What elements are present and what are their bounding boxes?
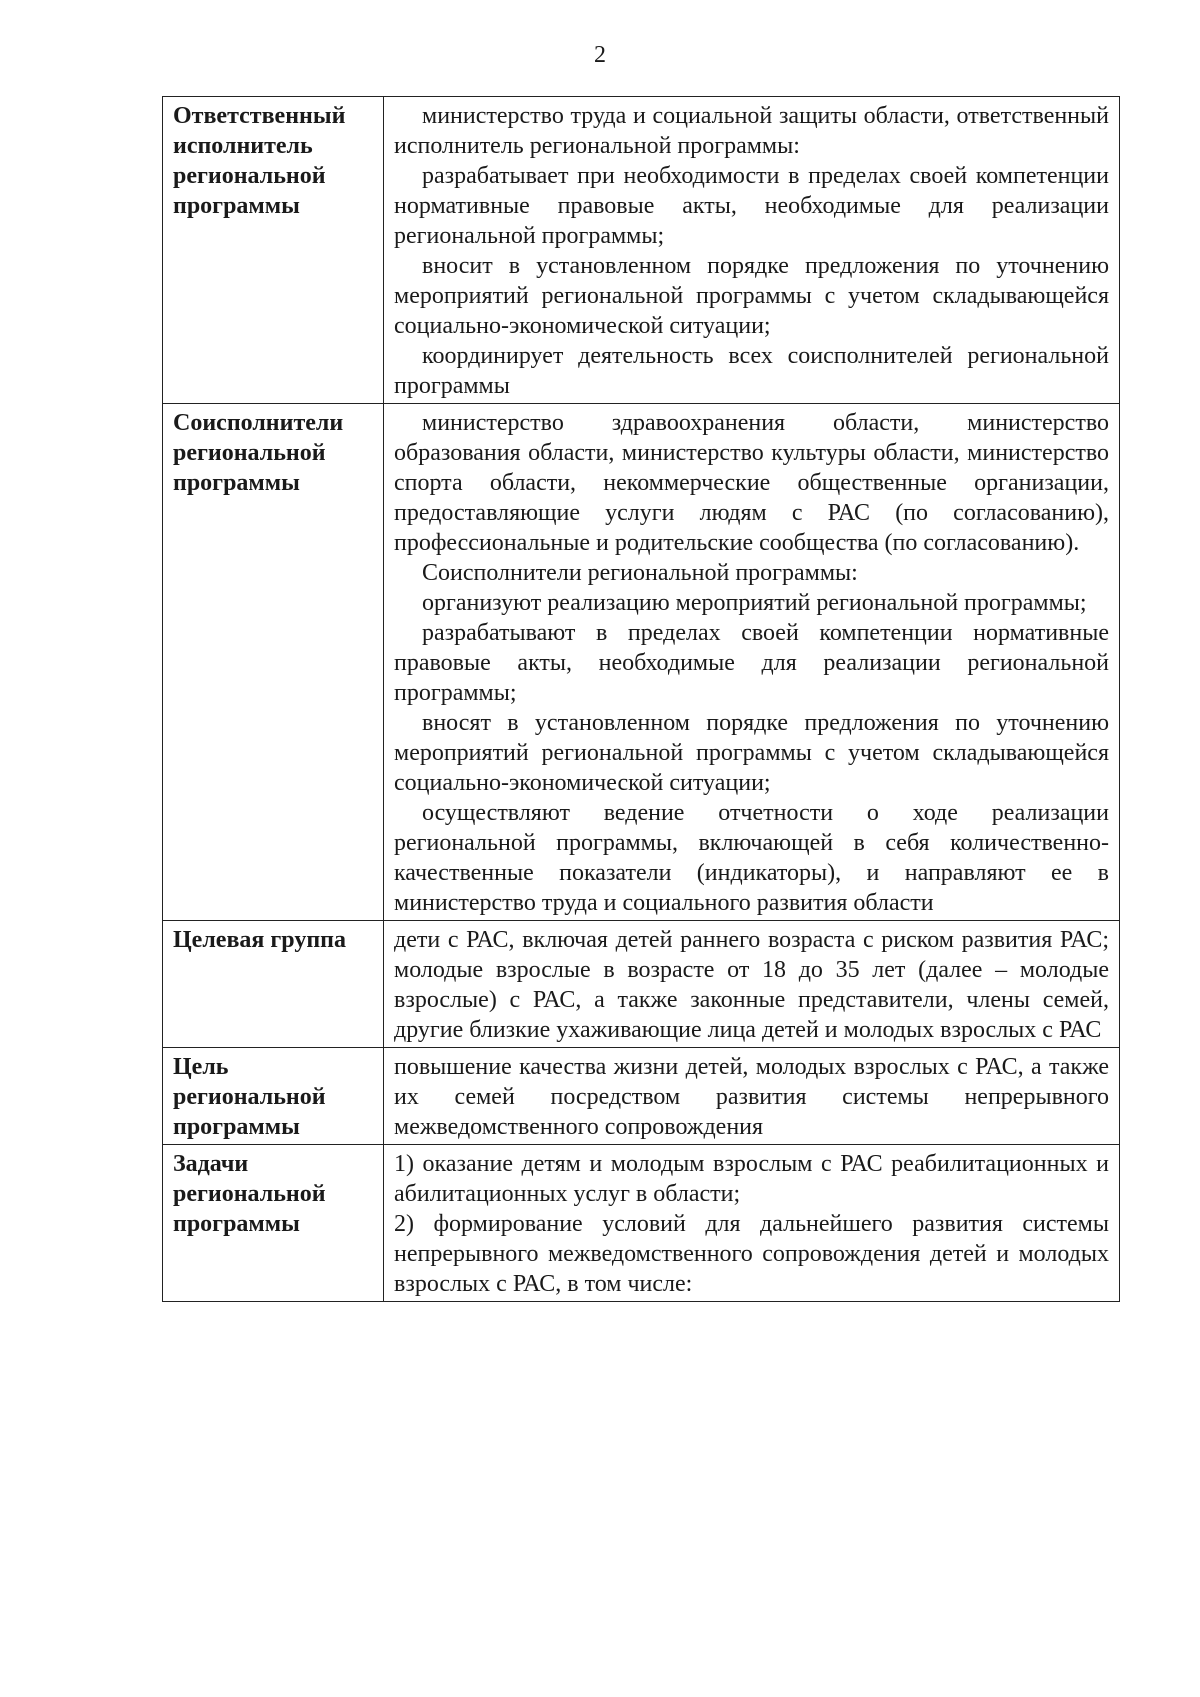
paragraph: повышение качества жизни детей, молодых взрослых с РАС, а также их семей посредством развития системы непрерывного межведомственного сопровождения <box>394 1054 1109 1140</box>
paragraph: 1) оказание детям и молодым взрослым с РАС реабилитационных и абилитационных услуг в области; <box>394 1151 1109 1207</box>
table-row-program-tasks <box>163 1145 1120 1302</box>
paragraph: координирует деятельность всех соисполнителей региональной программы <box>394 343 1109 399</box>
row-label: Ответственный исполнитель региональной программы <box>163 97 384 404</box>
paragraph: организуют реализацию мероприятий региональной программы; <box>422 590 1087 616</box>
paragraph: разрабатывают в пределах своей компетенции нормативные правовые акты, необходимые для реализации региональной программы; <box>394 620 1109 706</box>
row-label: Цель региональной программы <box>163 1048 384 1145</box>
row-content <box>384 921 1120 1048</box>
page-number: 2 <box>594 42 606 68</box>
row-label: Целевая группа <box>163 921 384 1048</box>
paragraph: разрабатывает при необходимости в пределах своей компетенции нормативные правовые акты, необходимые для реализации региональной программы; <box>394 163 1109 249</box>
table-row-co-executors <box>163 404 1120 921</box>
table-row-target-group <box>163 921 1120 1048</box>
program-passport-table <box>162 96 1120 1302</box>
table-row-program-goal <box>163 1048 1120 1145</box>
row-content <box>384 1145 1120 1302</box>
paragraph: министерство здравоохранения области, министерство образования области, министерство культуры области, министерство спорта области, некоммерческие общественные организации, предоставляющие услуги людям с РАС (по согласованию), профессиональные и родительские сообщества (по согласованию). <box>394 410 1109 556</box>
row-content <box>384 97 1120 404</box>
paragraph: дети с РАС, включая детей раннего возраста с риском развития РАС; молодые взрослые в возрасте от 18 до 35 лет (далее – молодые взрослые) с РАС, а также законные представители, члены семей, другие близкие ухаживающие лица детей и молодых взрослых с РАС <box>394 927 1109 1043</box>
row-label: Соисполнители региональной программы <box>163 404 384 921</box>
row-content <box>384 1048 1120 1145</box>
paragraph: осуществляют ведение отчетности о ходе реализации региональной программы, включающей в себя количественно-качественные показатели (индикаторы), и направляют ее в министерство труда и социального развития области <box>394 800 1109 916</box>
table-row-responsible-executor <box>163 97 1120 404</box>
row-label: Задачи региональной программы <box>163 1145 384 1302</box>
paragraph: 2) формирование условий для дальнейшего развития системы непрерывного межведомственного сопровождения детей и молодых взрослых с РАС, в том числе: <box>394 1211 1109 1297</box>
paragraph: министерство труда и социальной защиты области, ответственный исполнитель региональной программы: <box>394 103 1109 159</box>
paragraph: вносит в установленном порядке предложения по уточнению мероприятий региональной программы с учетом складывающейся социально-экономической ситуации; <box>394 253 1109 339</box>
paragraph: Соисполнители региональной программы: <box>422 560 858 586</box>
paragraph: вносят в установленном порядке предложения по уточнению мероприятий региональной программы с учетом складывающейся социально-экономической ситуации; <box>394 710 1109 796</box>
row-content <box>384 404 1120 921</box>
